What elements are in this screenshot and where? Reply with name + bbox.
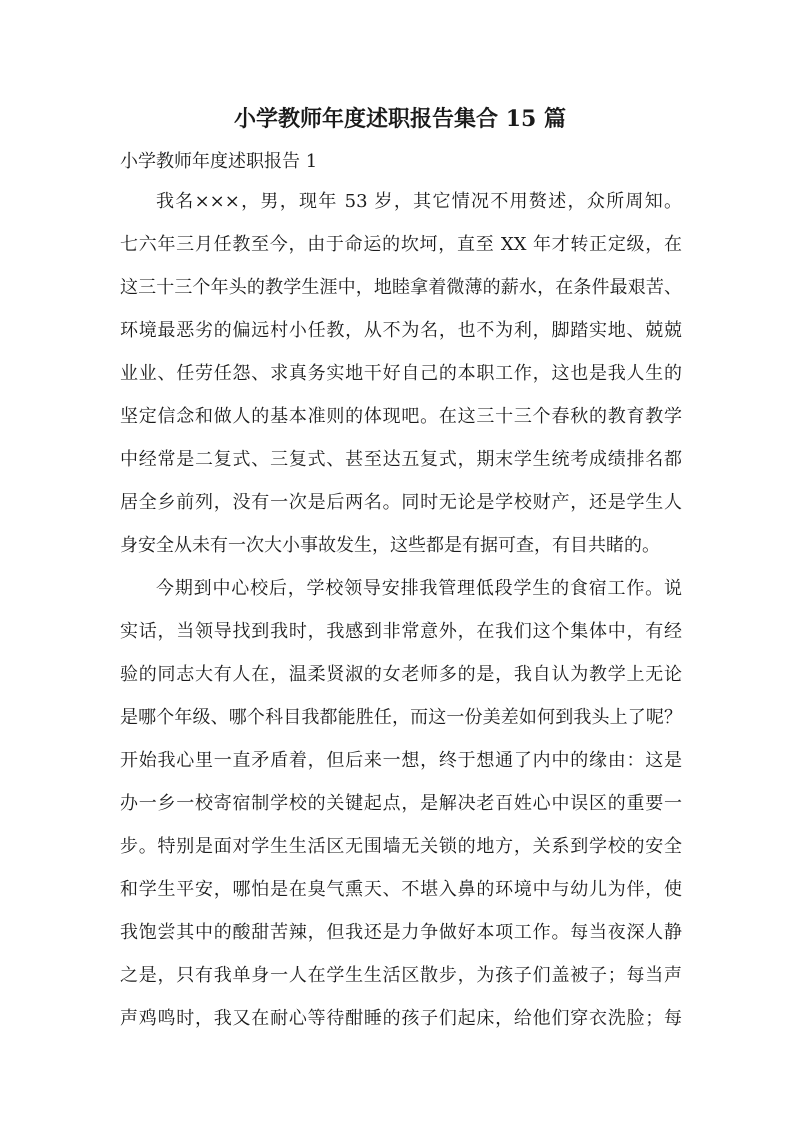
paragraph-line: 声鸡鸣时，我又在耐心等待酣睡的孩子们起床，给他们穿衣洗脸；每 <box>120 1008 682 1029</box>
paragraph-line: 业业、任劳任怨、求真务实地干好自己的本职工作，这也是我人生的 <box>120 363 682 384</box>
paragraph-line: 居全乡前列，没有一次是后两名。同时无论是学校财产，还是学生人 <box>120 492 682 513</box>
section-heading: 小学教师年度述职报告 1 <box>120 151 318 172</box>
paragraph-line: 七六年三月任教至今，由于命运的坎坷，直至 XX 年才转正定级，在 <box>120 234 682 255</box>
paragraph-line: 身安全从未有一次大小事故发生，这些都是有据可查，有目共睹的。 <box>120 535 660 556</box>
paragraph-line: 坚定信念和做人的基本准则的体现吧。在这三十三个春秋的教育教学 <box>120 406 682 427</box>
paragraph-line: 我名×××，男，现年 53 岁，其它情况不用赘述，众所周知。 <box>156 191 682 212</box>
paragraph-line: 验的同志大有人在，温柔贤淑的女老师多的是，我自认为教学上无论 <box>120 664 682 685</box>
paragraph-line: 和学生平安，哪怕是在臭气熏天、不堪入鼻的环境中与幼儿为伴，使 <box>120 879 682 900</box>
paragraph-line: 中经常是二复式、三复式、甚至达五复式，期末学生统考成绩排名都 <box>120 449 682 470</box>
document-title: 小学教师年度述职报告集合 15 篇 <box>234 106 566 132</box>
paragraph-line: 今期到中心校后，学校领导安排我管理低段学生的食宿工作。说 <box>156 578 682 599</box>
paragraph-line: 开始我心里一直矛盾着，但后来一想，终于想通了内中的缘由：这是 <box>120 750 682 771</box>
paragraph-line: 之是，只有我单身一人在学生生活区散步，为孩子们盖被子；每当声 <box>120 965 682 986</box>
paragraph-line: 这三十三个年头的教学生涯中，地睦拿着微薄的薪水，在条件最艰苦、 <box>120 277 682 298</box>
paragraph-line: 办一乡一校寄宿制学校的关键起点，是解决老百姓心中误区的重要一 <box>120 793 682 814</box>
paragraph-line: 步。特别是面对学生生活区无围墙无关锁的地方，关系到学校的安全 <box>120 836 682 857</box>
paragraph-line: 我饱尝其中的酸甜苦辣，但我还是力争做好本项工作。每当夜深人静 <box>120 922 682 943</box>
paragraph-line: 实话，当领导找到我时，我感到非常意外，在我们这个集体中，有经 <box>120 621 682 642</box>
paragraph-line: 是哪个年级、哪个科目我都能胜任，而这一份美差如何到我头上了呢？ <box>120 707 682 728</box>
paragraph-line: 环境最恶劣的偏远村小任教，从不为名，也不为利，脚踏实地、兢兢 <box>120 320 682 341</box>
